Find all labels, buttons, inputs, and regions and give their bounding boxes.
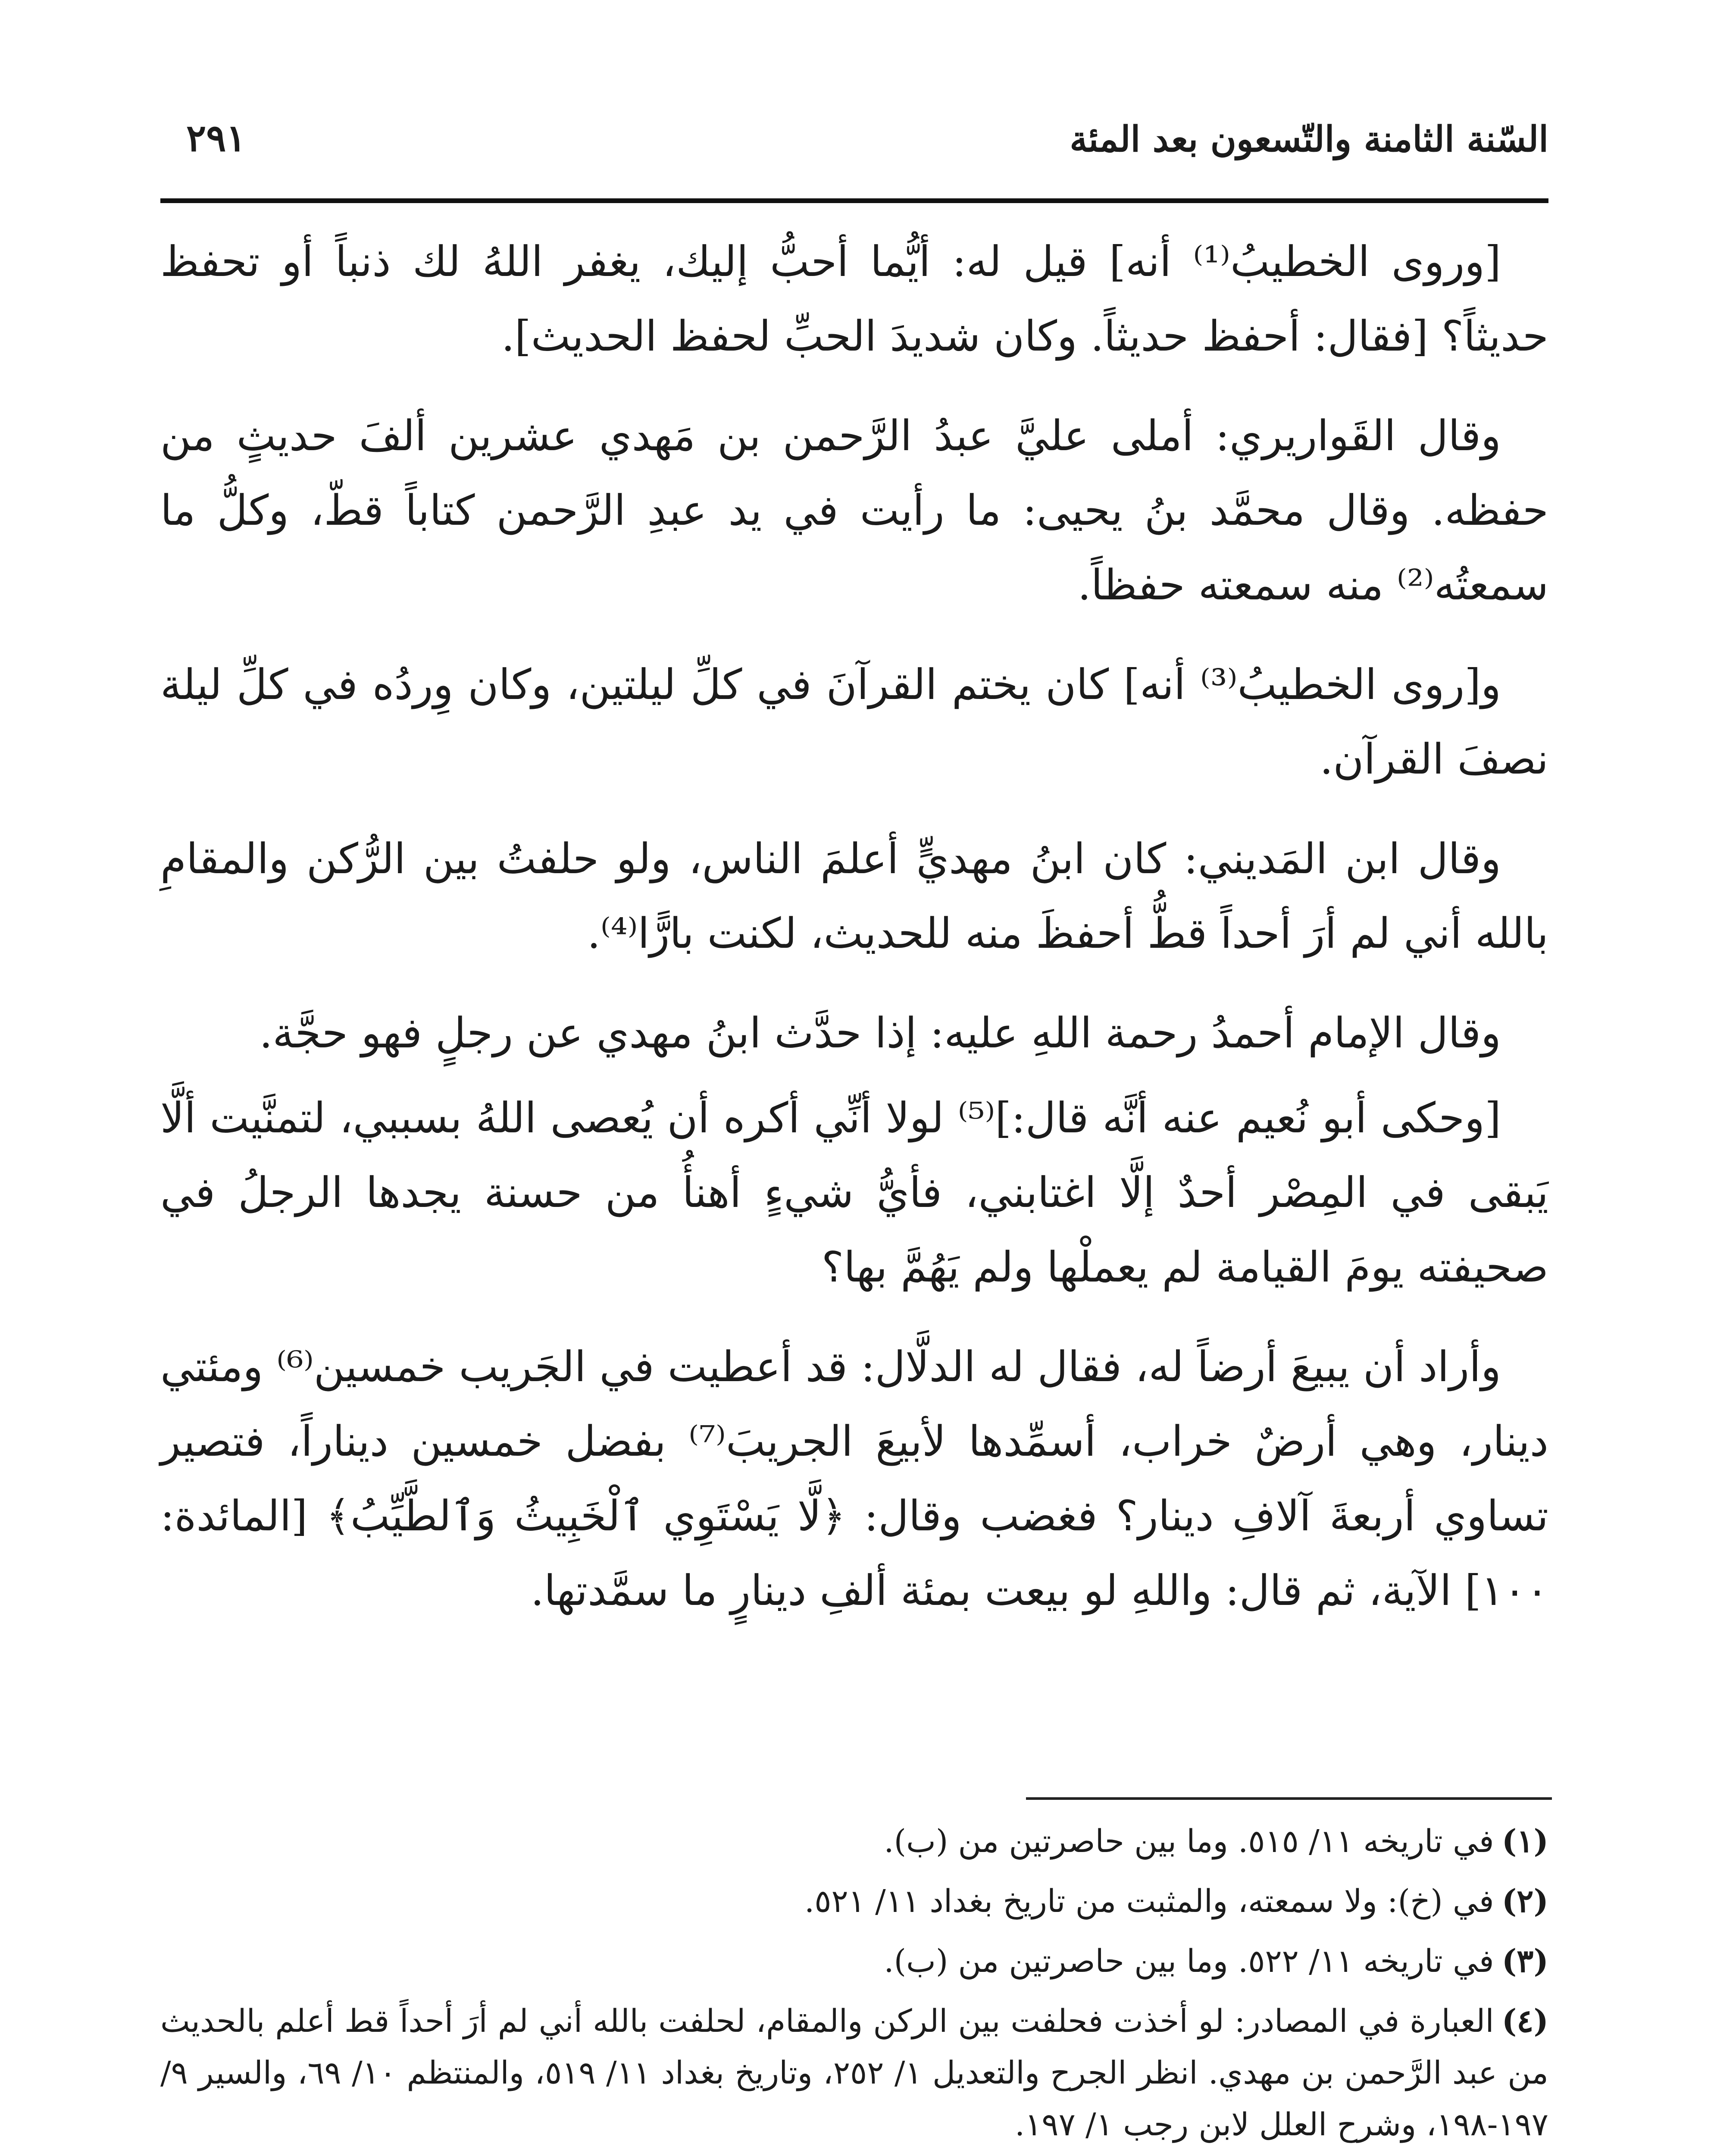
- footnote-rule: [1026, 1797, 1552, 1800]
- footnote: [160, 1935, 1548, 1987]
- footnote-number: (٤): [1501, 2002, 1548, 2040]
- footnote: [160, 1815, 1548, 1868]
- footnotes: [160, 1815, 1548, 2156]
- footnote-text: في تاريخه ١١/ ٥١٥. وما بين حاصرتين من (ب).: [884, 1823, 1494, 1860]
- paragraph-qawariri: وقال القَواريري: أملى عليَّ عبدُ الرَّحمن بن مَهدي عشرين ألفَ حديثٍ من حفظه. وقال محمَّد بنُ يحيى: ما رأيت في يد عبدِ الرَّحمن كتاباً قطّ، وكلُّ ما سمعتُه⁽²⁾ منه سمعته حفظاً.: [160, 411, 1548, 609]
- paragraph-ibn-madini: وقال ابن المَديني: كان ابنُ مهديٍّ أعلمَ الناس، ولو حلفتُ بين الرُّكن والمقامِ بالله أني لم أرَ أحداً قطُّ أحفظَ منه للحديث، لكنت بارًّا⁽⁴⁾.: [160, 834, 1548, 958]
- paragraph-land-sale: وأراد أن يبيعَ أرضاً له، فقال له الدلَّال: قد أعطيت في الجَريب خمسين⁽⁶⁾ ومئتي دينار، وهي أرضٌ خراب، أسمِّدها لأبيعَ الجريبَ⁽⁷⁾ بفضل خمسين ديناراً، فتصير تساوي أربعةَ آلافِ دينار؟ فغضب وقال: ﴿لَّا يَسْتَوِي ٱلْخَبِيثُ وَٱلطَّيِّبُ﴾ [المائدة: ١٠٠] الآية، ثم قال: واللهِ لو بيعت بمئة ألفِ دينارٍ ما سمَّدتها.: [160, 1342, 1548, 1615]
- header-rule: [160, 198, 1548, 203]
- footnote-number: (٣): [1501, 1943, 1548, 1980]
- page-number: ٢٩١: [186, 116, 246, 160]
- paragraph-khatib-hadith: [وروى الخطيبُ⁽¹⁾ أنه] قيل له: أيُّما أحبُّ إليك، يغفر اللهُ لك ذنباً أو تحفظ حديثاً؟ [فقال: أحفظ حديثاً. وكان شديدَ الحبِّ لحفظ الحديث].: [160, 237, 1548, 360]
- footnote-number: (١): [1501, 1823, 1548, 1860]
- running-title: السّنة الثامنة والتّسعون بعد المئة: [1070, 119, 1548, 160]
- running-header: [160, 108, 1548, 185]
- paragraph-quran-khatm: و[روى الخطيبُ⁽³⁾ أنه] كان يختم القرآنَ في كلِّ ليلتين، وكان وِردُه في كلِّ ليلة نصفَ القرآن.: [160, 660, 1548, 783]
- paragraph-abu-nuaym: [وحكى أبو نُعيم عنه أنَّه قال:]⁽⁵⁾ لولا أنِّي أكره أن يُعصى اللهُ بسببي، لتمنَّيت ألَّا يَبقى في المِصْر أحدٌ إلَّا اغتابني، فأيُّ شيءٍ أهنأُ من حسنة يجدها الرجلُ في صحيفته يومَ القيامة لم يعملْها ولم يَهُمَّ بها؟: [160, 1094, 1548, 1291]
- footnote-text: في (خ): ولا سمعته، والمثبت من تاريخ بغداد ١١/ ٥٢١.: [804, 1883, 1494, 1920]
- footnote-number: (٢): [1501, 1883, 1548, 1920]
- paragraph-imam-ahmad: وقال الإمام أحمدُ رحمة اللهِ عليه: إذا حدَّث ابنُ مهدي عن رجلٍ فهو حجَّة.: [259, 1009, 1501, 1057]
- main-text: [160, 224, 1548, 1653]
- footnote-text: في تاريخه ١١/ ٥٢٢. وما بين حاصرتين من (ب).: [884, 1943, 1494, 1980]
- footnote: [160, 1875, 1548, 1927]
- footnote: [160, 1995, 1548, 2151]
- footnote-text: العبارة في المصادر: لو أخذت فحلفت بين الركن والمقام، لحلفت بالله أني لم أرَ أحداً قط أعلم بالحديث من عبد الرَّحمن بن مهدي. انظر الجرح والتعديل ١/ ٢٥٢، وتاريخ بغداد ١١/ ٥١٩، والمنتظم ١٠/ ٦٩، والسير ٩/ ١٩٧-١٩٨، وشرح العلل لابن رجب ١/ ١٩٧.: [160, 2003, 1548, 2143]
